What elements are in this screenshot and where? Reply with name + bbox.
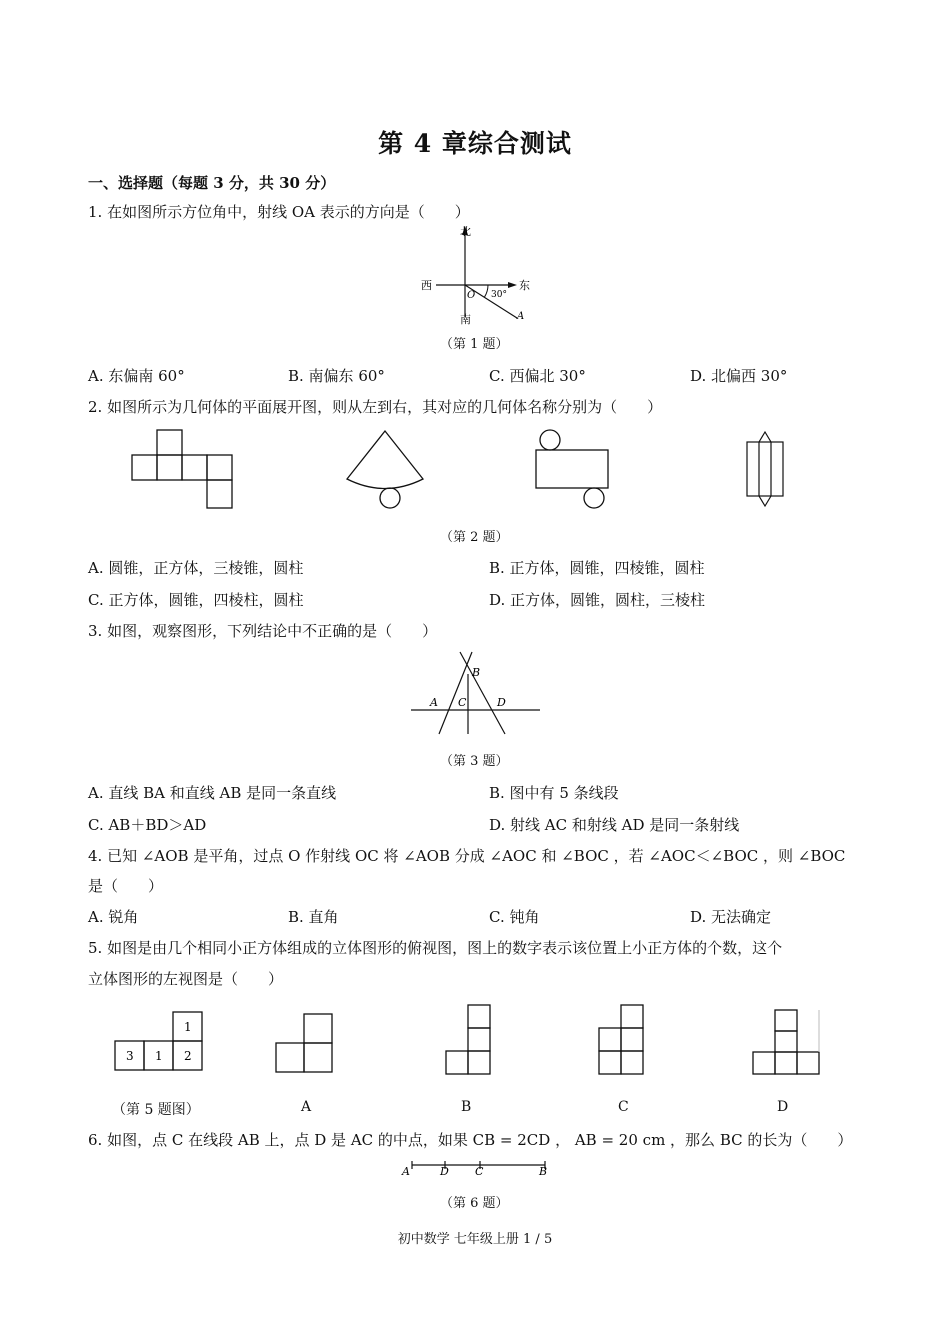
label-east: 东 [519, 279, 530, 292]
question-3-caption: （第 3 题） [440, 754, 509, 769]
label-south: 南 [460, 313, 471, 326]
cone-net-figure [340, 428, 430, 510]
question-2-caption: （第 2 题） [440, 530, 509, 545]
question-2-stem: 2. 如图所示为几何体的平面展开图，则从左到右，其对应的几何体名称分别为（ ） [88, 398, 663, 416]
question-3-stem: 3. 如图，观察图形，下列结论中不正确的是（ ） [88, 622, 438, 640]
view-option-d [751, 1008, 823, 1076]
label-a: A [517, 311, 525, 322]
label-angle: 30° [491, 290, 507, 300]
label-c: C [458, 696, 467, 709]
q5-option-c[interactable]: C [618, 1099, 629, 1115]
q2-option-a[interactable]: A. 圆锥，正方体，三棱锥，圆柱 [88, 559, 304, 577]
label-d: D [497, 696, 506, 709]
question-4-stem-line1: 4. 已知 ∠AOB 是平角，过点 O 作射线 OC 将 ∠AOB 分成 ∠AOC 和 ∠BOC ，若 ∠AOC＜∠BOC ，则 ∠BOC [88, 847, 846, 865]
page-footer: 初中数学 七年级上册 1 / 5 [397, 1232, 553, 1247]
q3-option-a[interactable]: A. 直线 BA 和直线 AB 是同一条直线 [88, 784, 337, 802]
figure-5-caption: （第 5 题图） [112, 1102, 200, 1118]
label-b: B [472, 666, 481, 679]
segment-figure [402, 1157, 552, 1181]
label-c: C [475, 1165, 484, 1178]
question-1-caption: （第 1 题） [440, 337, 509, 352]
label-o: O [467, 290, 476, 301]
label-a: A [430, 696, 438, 709]
q1-option-a[interactable]: A. 东偏南 60° [88, 367, 185, 385]
question-5-stem-line1: 5. 如图是由几个相同小正方体组成的立体图形的俯视图，图上的数字表示该位置上小正方体的个数，这个 [88, 939, 783, 957]
question-6-caption: （第 6 题） [440, 1196, 509, 1211]
view-option-b [444, 1003, 494, 1075]
q3-option-c[interactable]: C. AB＋BD＞AD [88, 816, 207, 834]
label-d: D [440, 1165, 449, 1178]
q1-option-b[interactable]: B. 南偏东 60° [288, 367, 385, 385]
label-a: A [402, 1165, 410, 1178]
compass-figure [410, 222, 540, 328]
q4-option-c[interactable]: C. 钝角 [489, 908, 540, 926]
east-arrow-icon [508, 282, 517, 288]
grid-number: 1 [184, 1020, 192, 1034]
question-1-stem: 1. 在如图所示方位角中，射线 OA 表示的方向是（ ） [88, 203, 470, 221]
view-option-a [274, 1012, 336, 1074]
q3-option-d[interactable]: D. 射线 AC 和射线 AD 是同一条射线 [489, 816, 740, 834]
view-option-c [597, 1003, 647, 1075]
grid-number: 2 [184, 1049, 192, 1063]
q1-option-d[interactable]: D. 北偏西 30° [690, 367, 788, 385]
question-5-stem-line2: 立体图形的左视图是（ ） [88, 970, 284, 988]
q4-option-d[interactable]: D. 无法确定 [690, 908, 772, 926]
label-b: B [539, 1165, 548, 1178]
page-title: 第 4 章综合测试 [378, 129, 572, 158]
label-north: 北 [460, 225, 471, 238]
question-4-stem-line2: 是（ ） [88, 877, 164, 895]
grid-number: 1 [155, 1049, 163, 1063]
q5-option-a[interactable]: A [301, 1099, 312, 1115]
q4-option-a[interactable]: A. 锐角 [88, 908, 139, 926]
q4-option-b[interactable]: B. 直角 [288, 908, 339, 926]
section-heading: 一、选择题（每题 3 分，共 30 分） [88, 174, 336, 192]
top-view-grid [112, 1010, 204, 1072]
grid-number: 3 [126, 1049, 134, 1063]
question-6-stem: 6. 如图，点 C 在线段 AB 上，点 D 是 AC 的中点，如果 CB = 2CD ， AB = 20 cm ，那么 BC 的长为（ ） [88, 1131, 853, 1149]
q5-option-d[interactable]: D [777, 1099, 789, 1115]
q5-option-b[interactable]: B [461, 1099, 472, 1115]
lines-figure [408, 650, 543, 736]
q2-option-d[interactable]: D. 正方体，圆锥，圆柱，三棱柱 [489, 591, 706, 609]
q2-option-c[interactable]: C. 正方体，圆锥，四棱柱，圆柱 [88, 591, 304, 609]
cylinder-net-figure [533, 428, 613, 512]
label-west: 西 [421, 279, 432, 292]
q3-option-b[interactable]: B. 图中有 5 条线段 [489, 784, 619, 802]
angle-arc [484, 285, 488, 297]
cube-net-figure [130, 428, 236, 510]
q2-option-b[interactable]: B. 正方体，圆锥，四棱锥，圆柱 [489, 559, 705, 577]
prism-net-figure [744, 430, 786, 510]
q1-option-c[interactable]: C. 西偏北 30° [489, 367, 586, 385]
